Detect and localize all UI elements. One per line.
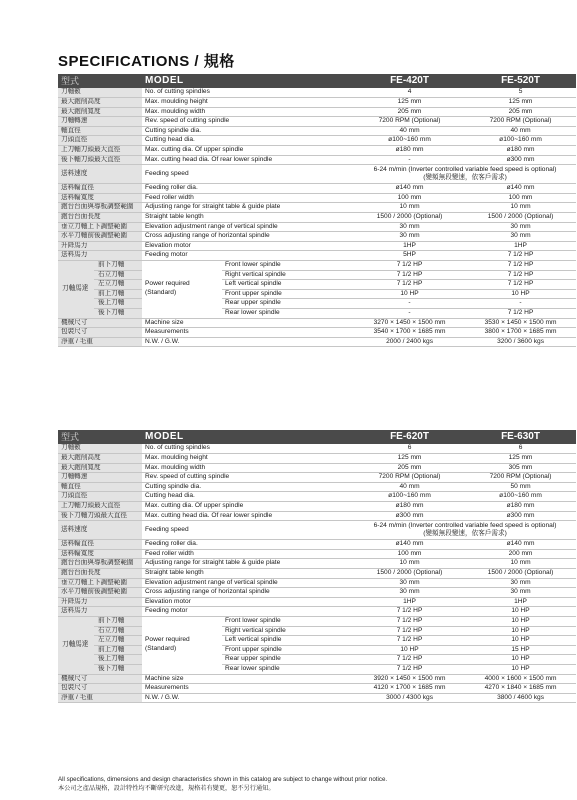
spindle-label-en: Rear upper spindle (222, 299, 354, 309)
row-value-model-1: 30 mm (354, 222, 465, 232)
row-value-model-1: ø140 mm (354, 540, 465, 550)
power-required-label (142, 617, 222, 675)
row-label-en: Machine size (142, 674, 354, 684)
row-value-model-2: 125 mm (465, 98, 576, 108)
table-row-feed-speed (58, 165, 576, 184)
row-value-model-1: 40 mm (354, 126, 465, 136)
row-value-model-1: 2000 / 2400 kgs (354, 337, 465, 347)
footnote-zh: 本公司之產品規格，設計特性均不斷研究改進，規格若有變更，恕不另行通知。 (58, 784, 275, 792)
row-label-cjk: 後下刀軸刀頭最大直徑 (58, 511, 142, 521)
row-value-model-2: 10 HP (465, 655, 576, 665)
row-value-model-1: 10 mm (354, 559, 465, 569)
feed-speed-text-cjk: (變頻無段變速，依客戶需求) (423, 530, 507, 538)
table-row (58, 693, 576, 703)
row-label-en: Feeding motor (142, 251, 354, 261)
table-row-spindle-motor (58, 280, 576, 290)
row-value-model-1: 7 1/2 HP (354, 664, 465, 674)
table-row (58, 473, 576, 483)
row-value-model-2: 7 1/2 HP (465, 270, 576, 280)
spindle-label-cjk: 後上刀軸 (94, 655, 142, 665)
row-value-model-2: 205 mm (465, 107, 576, 117)
row-label-en: N.W. / G.W. (142, 337, 354, 347)
row-label-cjk: 送料速度 (58, 521, 142, 540)
row-value-model-2: 7200 RPM (Optional) (465, 117, 576, 127)
row-value-model-2: 1500 / 2000 (Optional) (465, 213, 576, 223)
row-value-model-2: ø140 mm (465, 540, 576, 550)
row-value-model-2: 4270 × 1840 × 1685 mm (465, 684, 576, 694)
row-label-cjk: 送料輪寬度 (58, 549, 142, 559)
row-value-model-1: 1500 / 2000 (Optional) (354, 213, 465, 223)
row-label-en: No. of cutting spindles (142, 88, 354, 98)
header-model-2: FE-520T (465, 74, 576, 88)
table-row-spindle-motor (58, 270, 576, 280)
row-label-cjk: 包裝尺寸 (58, 684, 142, 694)
row-value-model-1: ø180 mm (354, 502, 465, 512)
row-label-cjk: 刀頭直徑 (58, 136, 142, 146)
row-value-model-2: 1500 / 2000 (Optional) (465, 569, 576, 579)
row-label-en: Elevation motor (142, 597, 354, 607)
row-label-cjk: 淨重 / 毛重 (58, 693, 142, 703)
spindle-label-en: Rear upper spindle (222, 655, 354, 665)
row-value-model-2: 10 HP (465, 617, 576, 627)
row-label-en: Max. cutting head dia. Of rear lower spindle (142, 511, 354, 521)
row-label-cjk: 後下軸刀頭最大直徑 (58, 155, 142, 165)
row-label-cjk: 鉋台台面與導板調整範圍 (58, 203, 142, 213)
row-value-model-2: ø300 mm (465, 511, 576, 521)
table-row (58, 559, 576, 569)
footnote (58, 776, 576, 793)
table-row (58, 318, 576, 328)
row-value-model-2: ø180 mm (465, 146, 576, 156)
row-label-en: Cutting spindle dia. (142, 482, 354, 492)
row-value-model-2: 7200 RPM (Optional) (465, 473, 576, 483)
row-label-cjk: 最大鉋削高度 (58, 98, 142, 108)
table-row-spindle-motor (58, 617, 576, 627)
row-value-model-1: ø100~160 mm (354, 136, 465, 146)
row-value-model-1: 10 mm (354, 203, 465, 213)
row-value-model-1: 7 1/2 HP (354, 280, 465, 290)
table-row (58, 578, 576, 588)
row-label-cjk: 送料速度 (58, 165, 142, 184)
row-label-cjk: 刀軸數 (58, 88, 142, 98)
row-value-model-1: 100 mm (354, 193, 465, 203)
table-row (58, 337, 576, 347)
row-label-en: Adjusting range for straight table & guide plate (142, 559, 354, 569)
row-value-model-1: 3920 × 1450 × 1500 mm (354, 674, 465, 684)
row-value-model-1: 1500 / 2000 (Optional) (354, 569, 465, 579)
row-value-model-2: - (465, 299, 576, 309)
row-label-en: Feed roller width (142, 193, 354, 203)
table-row (58, 88, 576, 98)
row-value-model-1: - (354, 308, 465, 318)
table-row (58, 98, 576, 108)
row-value-model-2: 7 1/2 HP (465, 308, 576, 318)
row-value-model-2: 30 mm (465, 588, 576, 598)
table-row (58, 684, 576, 694)
row-value-model-2: 50 mm (465, 482, 576, 492)
power-required-standard: (Standard) (145, 645, 177, 653)
row-value-model-1: 30 mm (354, 232, 465, 242)
row-label-en: Max. cutting dia. Of upper spindle (142, 502, 354, 512)
table-row (58, 328, 576, 338)
table-row (58, 241, 576, 251)
row-label-en: Cutting head dia. (142, 136, 354, 146)
row-value-model-1: 205 mm (354, 463, 465, 473)
row-label-cjk: 水平刀軸前後調整範圍 (58, 588, 142, 598)
feed-speed-value (354, 521, 576, 540)
row-label-en: N.W. / G.W. (142, 693, 354, 703)
row-value-model-1: 7 1/2 HP (354, 626, 465, 636)
spindle-label-cjk: 前上刀軸 (94, 289, 142, 299)
table-row (58, 146, 576, 156)
header-type-label: 型式 (58, 430, 142, 444)
spindle-label-cjk: 後下刀軸 (94, 308, 142, 318)
row-label-cjk: 垂立刀軸上下調整範圍 (58, 578, 142, 588)
table-row-spindle-motor (58, 261, 576, 271)
row-label-en: Measurements (142, 684, 354, 694)
spindle-label-en: Rear lower spindle (222, 308, 354, 318)
row-value-model-1: 7 1/2 HP (354, 655, 465, 665)
row-label-cjk: 刀頭直徑 (58, 492, 142, 502)
row-label-cjk: 最大鉋削寬度 (58, 107, 142, 117)
row-label-cjk: 鉋台台面長度 (58, 213, 142, 223)
row-value-model-1: 4 (354, 88, 465, 98)
table-row (58, 588, 576, 598)
row-label-cjk: 機械尺寸 (58, 674, 142, 684)
row-value-model-2: 10 HP (465, 636, 576, 646)
row-value-model-1: 100 mm (354, 549, 465, 559)
table-row (58, 549, 576, 559)
row-label-en: Machine size (142, 318, 354, 328)
table-row (58, 155, 576, 165)
row-value-model-2: 10 HP (465, 607, 576, 617)
row-value-model-2: 30 mm (465, 232, 576, 242)
row-value-model-2: 3200 / 3600 kgs (465, 337, 576, 347)
table-row (58, 222, 576, 232)
row-value-model-2: 30 mm (465, 578, 576, 588)
table-row-spindle-motor (58, 664, 576, 674)
row-label-en: Straight table length (142, 213, 354, 223)
row-value-model-1: 3270 × 1450 × 1500 mm (354, 318, 465, 328)
row-value-model-1: 205 mm (354, 107, 465, 117)
table-row-spindle-motor (58, 299, 576, 309)
table-row (58, 502, 576, 512)
row-label-en: Feeding speed (142, 165, 354, 184)
spindle-label-cjk: 左立刀軸 (94, 636, 142, 646)
row-label-en: Max. moulding height (142, 98, 354, 108)
table-row (58, 674, 576, 684)
spindle-label-en: Right vertical spindle (222, 626, 354, 636)
row-label-en: Rev. speed of cutting spindle (142, 117, 354, 127)
table-row (58, 232, 576, 242)
row-value-model-2: 4000 × 1600 × 1500 mm (465, 674, 576, 684)
table-row (58, 444, 576, 454)
spindle-label-en: Left vertical spindle (222, 280, 354, 290)
table-header (58, 74, 576, 88)
feed-speed-text-cjk: (變頻無段變速，依客戶需求) (423, 174, 507, 182)
power-required-text: Power required (145, 636, 190, 644)
row-label-en: Cross adjusting range of horizontal spindle (142, 588, 354, 598)
row-label-cjk: 軸直徑 (58, 482, 142, 492)
row-value-model-2: 125 mm (465, 454, 576, 464)
row-value-model-1: 7 1/2 HP (354, 636, 465, 646)
row-label-en: Feed roller width (142, 549, 354, 559)
spindle-motor-label-cjk: 刀軸馬達 (58, 617, 94, 675)
row-label-cjk: 淨重 / 毛重 (58, 337, 142, 347)
header-model-1: FE-620T (354, 430, 465, 444)
row-label-en: Feeding speed (142, 521, 354, 540)
row-label-cjk: 上刀軸刀頭最大直徑 (58, 146, 142, 156)
table-row (58, 463, 576, 473)
row-value-model-1: 30 mm (354, 578, 465, 588)
table-header (58, 430, 576, 444)
table-row (58, 454, 576, 464)
spindle-label-en: Rear lower spindle (222, 664, 354, 674)
row-value-model-2: 305 mm (465, 463, 576, 473)
row-label-en: Feeding roller dia. (142, 184, 354, 194)
row-value-model-1: 3000 / 4300 kgs (354, 693, 465, 703)
row-label-en: Straight table length (142, 569, 354, 579)
table-row (58, 126, 576, 136)
row-label-en: Elevation adjustment range of vertical spindle (142, 578, 354, 588)
row-value-model-2: 10 HP (465, 626, 576, 636)
row-value-model-2: 10 mm (465, 203, 576, 213)
table-row (58, 251, 576, 261)
row-value-model-1: - (354, 299, 465, 309)
row-label-en: Feeding motor (142, 607, 354, 617)
row-label-en: No. of cutting spindles (142, 444, 354, 454)
spindle-motor-label-cjk: 刀軸馬達 (58, 261, 94, 319)
row-label-cjk: 最大鉋削高度 (58, 454, 142, 464)
table-row (58, 492, 576, 502)
feed-speed-value (354, 165, 576, 184)
row-label-cjk: 刀軸轉速 (58, 473, 142, 483)
row-value-model-2: 6 (465, 444, 576, 454)
spindle-label-cjk: 左立刀軸 (94, 280, 142, 290)
row-value-model-2: ø100~160 mm (465, 492, 576, 502)
row-value-model-1: 1HP (354, 241, 465, 251)
spindle-label-en: Front upper spindle (222, 289, 354, 299)
row-value-model-2: 30 mm (465, 222, 576, 232)
table-row (58, 511, 576, 521)
table-row (58, 136, 576, 146)
table-row-spindle-motor (58, 289, 576, 299)
row-value-model-2: 3800 × 1700 × 1685 mm (465, 328, 576, 338)
spindle-label-en: Front lower spindle (222, 617, 354, 627)
power-required-text: Power required (145, 280, 190, 288)
table-row-feed-speed (58, 521, 576, 540)
row-label-en: Max. moulding width (142, 107, 354, 117)
row-value-model-1: 7200 RPM (Optional) (354, 473, 465, 483)
table-row (58, 569, 576, 579)
table-row (58, 107, 576, 117)
table-row (58, 117, 576, 127)
header-type-label: 型式 (58, 74, 142, 88)
row-label-en: Max. moulding height (142, 454, 354, 464)
spindle-label-cjk: 前下刀軸 (94, 617, 142, 627)
table-row (58, 213, 576, 223)
row-label-cjk: 刀軸數 (58, 444, 142, 454)
footnote-en: All specifications, dimensions and design characteristics shown in this catalog are subject to change without prior notice. (58, 776, 388, 783)
spindle-label-en: Left vertical spindle (222, 636, 354, 646)
table-row (58, 540, 576, 550)
row-label-cjk: 水平刀軸前後調整範圍 (58, 232, 142, 242)
table-row-spindle-motor (58, 636, 576, 646)
row-label-cjk: 送料輪直徑 (58, 540, 142, 550)
spec-table-fe620t-fe630t (58, 430, 576, 703)
spindle-label-cjk: 前下刀軸 (94, 261, 142, 271)
row-label-cjk: 升降馬力 (58, 241, 142, 251)
row-label-cjk: 刀軸轉速 (58, 117, 142, 127)
row-value-model-1: 10 HP (354, 645, 465, 655)
row-value-model-2: 10 HP (465, 289, 576, 299)
row-label-cjk: 上刀軸刀頭最大直徑 (58, 502, 142, 512)
header-model-label: MODEL (142, 430, 354, 444)
row-label-cjk: 包裝尺寸 (58, 328, 142, 338)
row-value-model-1: 3540 × 1700 × 1685 mm (354, 328, 465, 338)
row-label-en: Adjusting range for straight table & guide plate (142, 203, 354, 213)
page-title: SPECIFICATIONS / 規格 (58, 53, 235, 70)
row-value-model-1: 125 mm (354, 454, 465, 464)
row-label-cjk: 送料馬力 (58, 607, 142, 617)
spindle-label-cjk: 後下刀軸 (94, 664, 142, 674)
row-label-en: Measurements (142, 328, 354, 338)
feed-speed-text: 6-24 m/min (Inverter controlled variable feed speed is optional) (373, 521, 557, 529)
row-value-model-1: 7 1/2 HP (354, 270, 465, 280)
spec-table-fe420t-fe520t (58, 74, 576, 347)
spindle-label-en: Front upper spindle (222, 645, 354, 655)
row-value-model-1: ø140 mm (354, 184, 465, 194)
spindle-label-cjk: 右立刀軸 (94, 270, 142, 280)
spindle-label-cjk: 右立刀軸 (94, 626, 142, 636)
row-value-model-1: ø300 mm (354, 511, 465, 521)
row-label-cjk: 鉋台台面與導板調整範圍 (58, 559, 142, 569)
row-label-en: Feeding roller dia. (142, 540, 354, 550)
row-value-model-2: 7 1/2 HP (465, 280, 576, 290)
power-required-label (142, 261, 222, 319)
row-label-en: Elevation motor (142, 241, 354, 251)
table-row (58, 203, 576, 213)
row-value-model-2: ø140 mm (465, 184, 576, 194)
row-label-cjk: 送料輪直徑 (58, 184, 142, 194)
table-row (58, 482, 576, 492)
table-row-spindle-motor (58, 626, 576, 636)
spindle-label-cjk: 前上刀軸 (94, 645, 142, 655)
power-required-standard: (Standard) (145, 289, 177, 297)
table-row-spindle-motor (58, 655, 576, 665)
row-value-model-2: 100 mm (465, 193, 576, 203)
row-label-en: Elevation adjustment range of vertical spindle (142, 222, 354, 232)
row-label-en: Max. cutting dia. Of upper spindle (142, 146, 354, 156)
row-label-cjk: 鉋台台面長度 (58, 569, 142, 579)
header-model-label: MODEL (142, 74, 354, 88)
row-value-model-1: 5HP (354, 251, 465, 261)
row-value-model-2: 15 HP (465, 645, 576, 655)
row-value-model-1: ø180 mm (354, 146, 465, 156)
row-label-cjk: 垂立刀軸上下調整範圍 (58, 222, 142, 232)
row-value-model-1: 7 1/2 HP (354, 261, 465, 271)
row-value-model-2: 5 (465, 88, 576, 98)
row-label-en: Cutting head dia. (142, 492, 354, 502)
row-value-model-1: 7 1/2 HP (354, 607, 465, 617)
table-row (58, 597, 576, 607)
row-label-cjk: 軸直徑 (58, 126, 142, 136)
spindle-label-cjk: 後上刀軸 (94, 299, 142, 309)
row-value-model-2: ø100~160 mm (465, 136, 576, 146)
header-model-1: FE-420T (354, 74, 465, 88)
spindle-label-en: Front lower spindle (222, 261, 354, 271)
row-value-model-1: 7 1/2 HP (354, 617, 465, 627)
row-label-en: Max. cutting head dia. Of rear lower spindle (142, 155, 354, 165)
table-row (58, 607, 576, 617)
row-label-cjk: 送料馬力 (58, 251, 142, 261)
feed-speed-text: 6-24 m/min (Inverter controlled variable feed speed is optional) (373, 165, 557, 173)
row-value-model-1: 7200 RPM (Optional) (354, 117, 465, 127)
row-label-cjk: 送料輪寬度 (58, 193, 142, 203)
row-value-model-2: 7 1/2 HP (465, 261, 576, 271)
table-row-spindle-motor (58, 308, 576, 318)
row-value-model-2: ø300 mm (465, 155, 576, 165)
row-value-model-1: 30 mm (354, 588, 465, 598)
row-value-model-1: 4120 × 1700 × 1685 mm (354, 684, 465, 694)
row-value-model-1: ø100~160 mm (354, 492, 465, 502)
row-label-en: Rev. speed of cutting spindle (142, 473, 354, 483)
row-value-model-1: 40 mm (354, 482, 465, 492)
row-label-en: Cross adjusting range of horizontal spindle (142, 232, 354, 242)
header-model-2: FE-630T (465, 430, 576, 444)
row-value-model-1: 125 mm (354, 98, 465, 108)
row-value-model-2: 7 1/2 HP (465, 251, 576, 261)
row-value-model-2: 200 mm (465, 549, 576, 559)
table-row (58, 193, 576, 203)
row-label-en: Max. moulding width (142, 463, 354, 473)
row-label-cjk: 機械尺寸 (58, 318, 142, 328)
row-value-model-2: 10 HP (465, 664, 576, 674)
row-value-model-1: - (354, 155, 465, 165)
row-value-model-2: 10 mm (465, 559, 576, 569)
spindle-label-en: Right vertical spindle (222, 270, 354, 280)
row-value-model-2: 3530 × 1450 × 1500 mm (465, 318, 576, 328)
row-label-cjk: 最大鉋削寬度 (58, 463, 142, 473)
row-label-en: Cutting spindle dia. (142, 126, 354, 136)
row-value-model-2: 1HP (465, 597, 576, 607)
table-row-spindle-motor (58, 645, 576, 655)
row-value-model-2: ø180 mm (465, 502, 576, 512)
row-value-model-1: 1HP (354, 597, 465, 607)
row-value-model-1: 10 HP (354, 289, 465, 299)
row-label-cjk: 升降馬力 (58, 597, 142, 607)
row-value-model-2: 1HP (465, 241, 576, 251)
row-value-model-1: 6 (354, 444, 465, 454)
row-value-model-2: 3800 / 4600 kgs (465, 693, 576, 703)
row-value-model-2: 40 mm (465, 126, 576, 136)
table-row (58, 184, 576, 194)
